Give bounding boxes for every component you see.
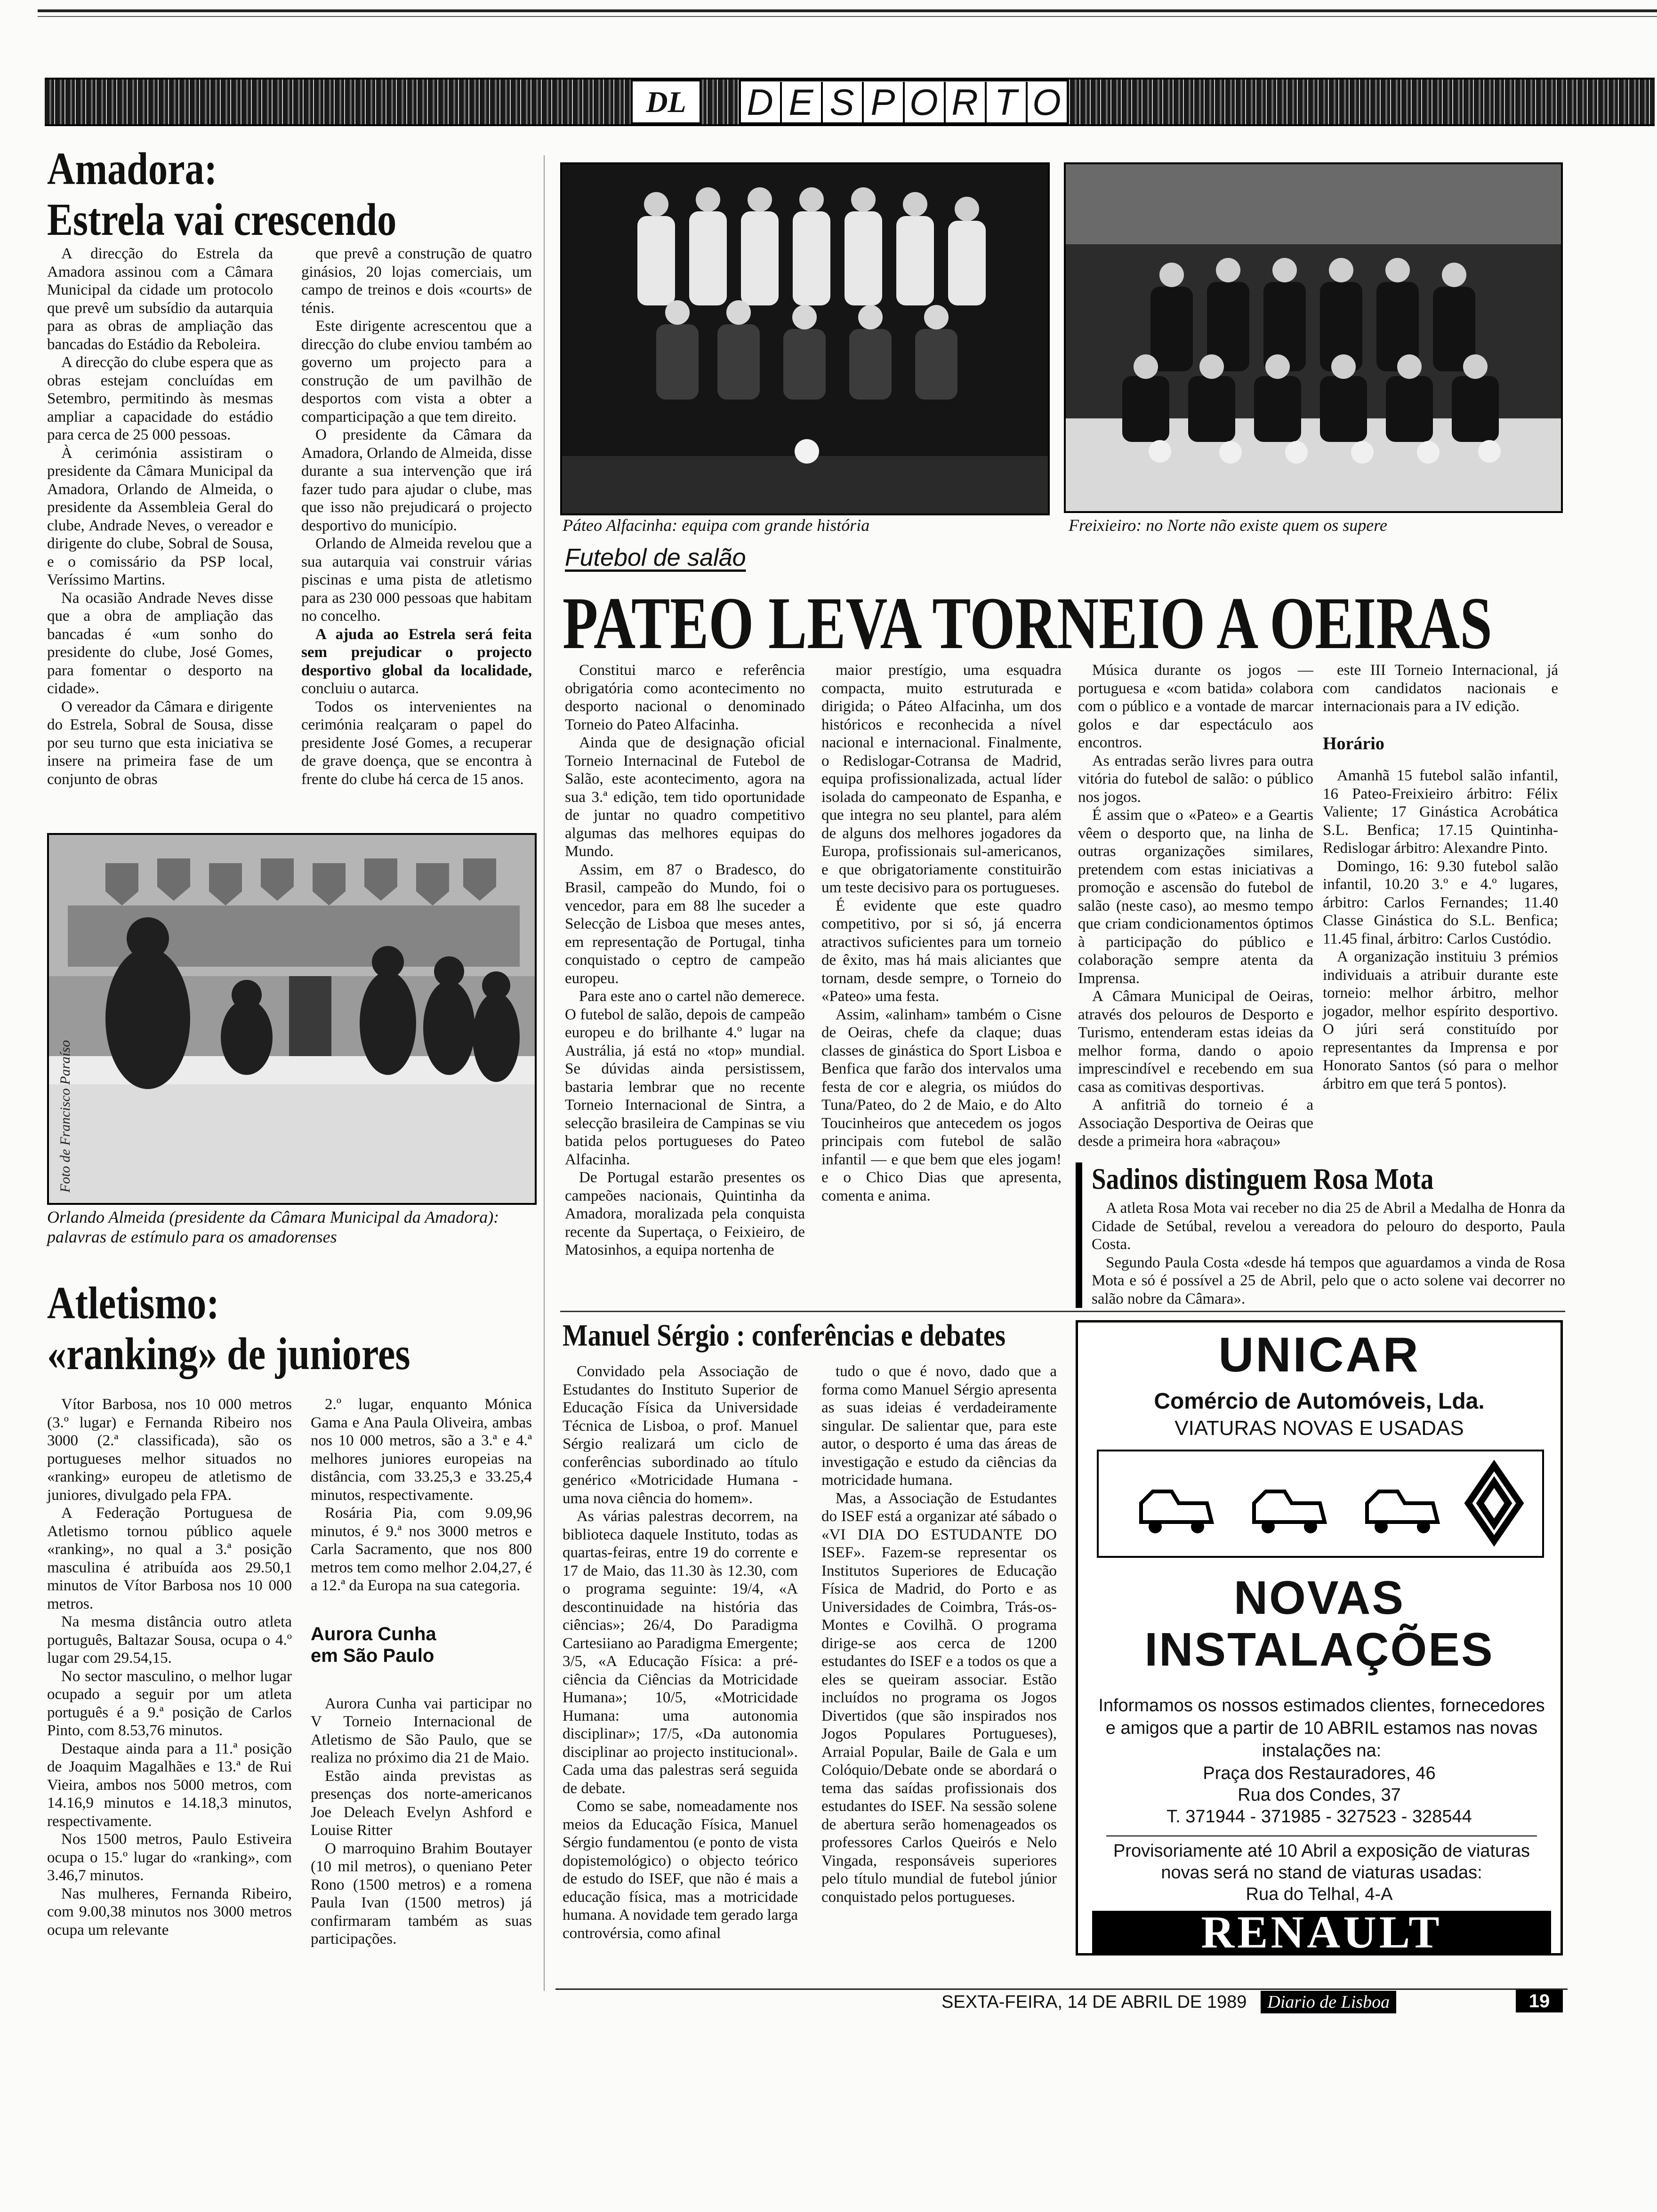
paragraph: Ainda que de designação oficial Torneio Internacinal de Futebol de Salão, este acontecimento, agora na sua 3.ª edição, tem tido oportunidade de juntar no quadro competitivo algumas das melhores equipas do Mundo. xyxy=(565,734,805,860)
paragraph: Estão ainda previstas as presenças dos norte-americanos Joe Deleach Evelyn Ashford e Louise Ritter xyxy=(311,1767,532,1839)
amadora-photo-caption: Orlando Almeida (presidente da Câmara Municipal da Amadora): palavras de estímulo para os amadorenses xyxy=(47,1208,499,1246)
pateo-headline: PATEO LEVA TORNEIO A OEIRAS xyxy=(563,582,1492,665)
photo-credit: Foto de Francisco Paraíso xyxy=(57,1040,73,1193)
paragraph: Mas, a Associação de Estudantes do ISEF está a organizar até sábado o «VI DIA DO ESTUDANTE DO ISEF». Fazem-se representar os Institutos Superiores de Educação Física de Madrid, do Porto e as Universidades de Coimbra, Trás-os-Montes e Covilhã. O programa dirige-se aos cerca de 1200 estudantes do ISEF e a todos os que a eles se queiram associar. Estão incluídos no programa os Jogos Divertidos (que são inspirados nos Jogos Populares Portugueses), Arraial Popular, Baile de Gala e um Colóquio/Debate onde se abordará o tema das saídas profissionais dos estudantes do ISEF. Na sessão solene de abertura serão homenageados os professores Carlos Queirós e Nelo Vingada, responsáveis superiores pelo título mundial de futebol júnior conquistado pelos portugueses. xyxy=(821,1490,1057,1906)
section-rule xyxy=(560,1311,1565,1312)
amadora-column-1 xyxy=(47,245,273,788)
sadinos-title: Sadinos distinguem Rosa Mota xyxy=(1092,1162,1434,1195)
paragraph: No sector masculino, o melhor lugar ocupado a seguir por um atleta português é a 9.ª posição de Carlos Pinto, com 8.53,76 minutos. xyxy=(47,1667,292,1739)
sadinos-body xyxy=(1092,1199,1565,1308)
paragraph: A Federação Portuguesa de Atletismo tornou público aquele «ranking», no qual a 3.ª posição masculina é atribuída aos 29.50,1 minutos de Vítor Barbosa nos 10 000 metros. xyxy=(47,1505,292,1612)
newspaper-logo: DL xyxy=(631,80,701,124)
ad-renault-logo: RENAULT xyxy=(1092,1911,1551,1953)
paragraph: O presidente da Câmara da Amadora, Orlando de Almeida, disse durante a sua intervenção que irá fazer tudo para ajudar o clube, mas que isso não prejudicará o projecto desportivo do município. xyxy=(301,426,532,534)
horario-paras xyxy=(1323,767,1558,1093)
paragraph: Para este ano o cartel não demerece. O futebol de salão, depois de campeão europeu e do brilhante 4.º lugar na Austrália, já está no «top» mundial. Se dúvidas ainda persistissem, bastaria lembrar que no recente Torneio Internacional de Sintra, a selecção brasileira de Campinas se viu batida pelos portugueses do Pateo Alfacinha. xyxy=(565,988,805,1168)
amadora-photo xyxy=(47,833,537,1205)
paragraph: maior prestígio, uma esquadra compacta, muito estruturada e dirigida; o Páteo Alfacinha, um dos históricos e reconhecida a nível nacional e internacional. Finalmente, o Redislogar-Cotransa de Madrid, equipa profissionalizada, actual líder isolada do campeonato de Espanha, e que integra no seu plantel, para além de alguns dos melhores jogadores da Europa, profissionais sul-americanos, e que obrigatoriamente constituirão um teste decisivo para os portugueses. xyxy=(821,662,1062,896)
footer-paper-name: Diario de Lisboa xyxy=(1261,1991,1396,2013)
paragraph: As várias palestras decorrem, na biblioteca daquele Instituto, todas as quartas-feiras, entre 19 do corrente e 17 de Maio, das 11.30 às 12.30, com o programa seguinte: 19/4, «A descontinuidade na história das ciências»; 26/4, Do Paradigma Cartesiiano ao Paradigma Emergente; 3/5, «A Educação Física: a pré-ciência da Ciências da Motricidade Humana»; 10/5, «Motricidade Humana: uma autonomia disciplinar»; 17/5, «Da autonomia disciplinar ao projecto institucional». Cada uma das palestras será seguida de debate. xyxy=(563,1508,798,1797)
section-letter: S xyxy=(823,82,864,122)
pateo-column-2 xyxy=(821,661,1062,1205)
atletismo-title-line1: Atletismo: xyxy=(47,1278,219,1329)
pateo-col4-intro xyxy=(1323,661,1558,716)
amadora-col2-paras xyxy=(301,245,532,625)
section-letter: P xyxy=(864,82,905,122)
paragraph: Nos 1500 metros, Paulo Estiveira ocupa o 15.º lugar do «ranking», com 3.46,7 minutos. xyxy=(47,1831,292,1884)
section-masthead xyxy=(45,78,1655,126)
paragraph: De Portugal estarão presentes os campeões nacionais, Quintinha da Amadora, moralizada pela conquista recente da Supertaça, o Feixieiro, de Matosinhos, a equipa nortenha de xyxy=(565,1169,805,1258)
top-rule xyxy=(38,9,1657,12)
paragraph: À cerimónia assistiram o presidente da Câmara Municipal da Amadora, Orlando de Almeida, o presidente da Assembleia Geral do clube, Andrade Neves, o vereador e dirigente do clube, Sobral de Sousa, e o comissário da PSP local, Veríssimo Martins. xyxy=(47,444,273,588)
atletismo-title-line2: «ranking» de juniores xyxy=(47,1329,410,1379)
sergio-column-1 xyxy=(563,1362,798,1942)
ad-brand: UNICAR xyxy=(1218,1328,1420,1382)
sergio-title: Manuel Sérgio : conferências e debates xyxy=(563,1318,1006,1353)
amadora-headline xyxy=(47,144,527,245)
top-rule-thin xyxy=(38,16,1657,17)
paragraph: A direcção do Estrela da Amadora assinou com a Câmara Municipal da cidade um protocolo que prevê um subsídio da autarquia para as obras de ampliação das bancadas do Estádio da Reboleira. xyxy=(47,245,273,353)
paragraph: Assim, «alinham» também o Cisne de Oeiras, chefe da claque; duas classes de ginástica do Sport Lisboa e Benfica que farão dos intervalos uma festa de cor e alegria, os miúdos do Tuna/Pateo, do 2 de Maio, e do Alto Toucinheiros que antecedem os jogos principais com futebol de salão infantil — e que bem que eles jogam! e o Chico Dias que apresenta, comenta e anima. xyxy=(821,1006,1062,1204)
atletismo-column-1 xyxy=(47,1395,292,1939)
footer-date: SEXTA-FEIRA, 14 DE ABRIL DE 1989 xyxy=(941,1992,1247,2012)
section-letter: T xyxy=(987,82,1028,122)
paragraph: Assim, em 87 o Bradesco, do Brasil, campeão do Mundo, foi o vencedor, para em 88 lhe suceder a Selecção de Lisboa que meses antes, em representação de Portugal, tinha conquistado o ceptro de campeão europeu. xyxy=(565,861,805,987)
paragraph: este III Torneio Internacional, já com candidatos nacionais e internacionais para a IV edição. xyxy=(1323,662,1558,715)
amadora-bold-quote: A ajuda ao Estrela será feita sem prejudicar o projecto desportivo global da localidade, xyxy=(301,625,532,679)
section-letter: O xyxy=(905,82,946,122)
ad-company: Comércio de Automóveis, Lda. xyxy=(1154,1389,1485,1414)
paragraph: 2.º lugar, enquanto Mónica Gama e Ana Paula Oliveira, ambas nos 10 000 metros, são a 3.ª e 4.ª melhores juniores europeias na distância, com 33.25,3 e 33.25,4 minutos, respectivamente. xyxy=(311,1396,532,1504)
paragraph: As entradas serão livres para outra vitória do futebol de salão: o público nos jogos. xyxy=(1078,752,1313,806)
amadora-title-line1: Amadora: xyxy=(47,144,217,194)
unicar-advertisement xyxy=(1076,1320,1563,1956)
section-label xyxy=(739,80,1069,124)
aurora-sub-line1: Aurora Cunha xyxy=(311,1623,436,1644)
paragraph: Amanhã 15 futebol salão infantil, 16 Pateo-Freixieiro árbitro: Félix Valiente; 17 Ginástica Acrobática S.L. Benfica; 17.15 Quintinha-Redislogar árbitro: Alexandre Pinto. xyxy=(1323,767,1558,857)
paragraph: A atleta Rosa Mota vai receber no dia 25 de Abril a Medalha de Honra da Cidade de Setúbal, revelou a vereadora do pelouro do desporto, Paula Costa. xyxy=(1092,1200,1565,1253)
ad-rule xyxy=(1106,1835,1537,1836)
paragraph: Na mesma distância outro atleta português, Baltazar Sousa, ocupa o 4.º lugar com 29.54,15. xyxy=(47,1613,292,1667)
pateo-team-photo-image xyxy=(562,164,1048,513)
ad-address-3: Rua do Telhal, 4-A xyxy=(1246,1884,1393,1904)
paragraph: tudo o que é novo, dado que a forma como Manuel Sérgio apresenta as suas ideias é verdadeiramente singular. De salientar que, para este autor, o desporto é uma das áreas de investigação e estudo da ciências da motricidade humana. xyxy=(821,1363,1057,1489)
ad-phones: T. 371944 - 371985 - 327523 - 328544 xyxy=(1166,1807,1472,1827)
section-letter: E xyxy=(782,82,823,122)
paragraph: Na ocasião Andrade Neves disse que a obra de ampliação das bancadas é «um sonho do presidente do clube, José Gomes, para fomentar o desporto na cidade». xyxy=(47,589,273,697)
section-kicker: Futebol de salão xyxy=(565,544,746,571)
paragraph: A organização instituiu 3 prémios individuais a atribuir durante este torneio: melhor árbitro, melhor jogador, melhor espírito desportivo. O júri será constituído por representantes da Imprensa e por Honorato Santos (só para o melhor árbitro em que terá 5 pontos). xyxy=(1323,948,1558,1092)
horario-heading: Horário xyxy=(1323,733,1384,753)
ad-novas: NOVAS xyxy=(1233,1571,1405,1624)
column-divider xyxy=(544,155,545,1991)
page-footer xyxy=(941,1991,1396,2013)
paragraph: Nas mulheres, Fernanda Ribeiro, com 9.00,38 minutos nos 3000 metros ocupa um relevante xyxy=(47,1885,292,1939)
atletismo-col2-paras xyxy=(311,1395,532,1595)
paragraph: O marroquino Brahim Boutayer (10 mil metros), o queniano Peter Rono (1500 metros) e a romena Paula Ivan (1500 metros) já confirmaram também as suas participações. xyxy=(311,1840,532,1948)
paragraph: É evidente que este quadro competitivo, por si só, já encerra atractivos suficientes para um torneio de êxito, mas há mais aliciantes que tornam, desde sempre, o Torneio do «Pateo» uma festa. xyxy=(821,897,1062,1005)
amadora-quote-tail: concluiu o autarca. xyxy=(301,680,419,697)
pateo-column-3 xyxy=(1078,661,1313,1151)
amadora-column-2 xyxy=(301,245,532,788)
page-number: 19 xyxy=(1516,1990,1563,2012)
pateo-column-4 xyxy=(1323,661,1558,1093)
paragraph: É assim que o «Pateo» e a Geartis vêem o desporto que, na linha de outras organizações similares, pretendem com estas iniciativas a promoção e ascensão do futebol de salão (neste caso), ao mesmo tempo que criam condicionamentos óptimos à participação do público e colaboração sempre atenta da Imprensa. xyxy=(1078,807,1313,987)
atletismo-headline xyxy=(47,1278,537,1379)
renault-diamond-icon xyxy=(1468,1466,1520,1541)
paragraph: Música durante os jogos — portuguesa e «com batida» colabora com o público e a vontade de marcar golos e dar espectáculo aos encontros. xyxy=(1078,662,1313,751)
aurora-paras xyxy=(311,1695,532,1948)
ad-provisional: Provisoriamente até 10 Abril a exposição de viaturas novas será no stand de viaturas usadas: xyxy=(1113,1841,1530,1883)
paragraph: Rosária Pia, com 9.09,96 minutos, é 9.ª nos 3000 metros e Carla Sacramento, que nos 800 metros tem como melhor 2.04,27, é a 12.ª da Europa na sua categoria. xyxy=(311,1505,532,1594)
ad-notice: Informamos os nossos estimados clientes, fornecedores e amigos que a partir de 10 ABRIL estamos nas novas instalações na: xyxy=(1098,1696,1545,1761)
pateo-photo-caption: Páteo Alfacinha: equipa com grande história xyxy=(563,516,870,535)
paragraph: A anfitriã do torneio é a Associação Desportiva de Oeiras que desde a primeira hora «abraçou» xyxy=(1078,1097,1313,1150)
ad-instalacoes: INSTALAÇÕES xyxy=(1144,1623,1494,1676)
pateo-team-photo xyxy=(560,162,1050,515)
sergio-column-2 xyxy=(821,1362,1057,1906)
section-letter: R xyxy=(946,82,987,122)
paragraph: que prevê a construção de quatro ginásios, 20 lojas comerciais, um campo de treinos e dois «courts» de ténis. xyxy=(301,245,532,317)
ad-car-panel xyxy=(1097,1450,1544,1558)
paragraph: Orlando de Almeida revelou que a sua autarquia vai construir várias piscinas e uma pista de atletismo para as 230 000 pessoas que habitam no concelho. xyxy=(301,535,532,625)
pateo-column-1 xyxy=(565,661,805,1259)
amadora-title-line2: Estrela vai crescendo xyxy=(47,194,397,245)
paragraph: O vereador da Câmara e dirigente do Estrela, Sobral de Sousa, disse por seu turno que esta iniciativa se insere na primeira fase de um conjunto de obras xyxy=(47,698,273,788)
paragraph: Este dirigente acrescentou que a direcção do clube enviou também ao governo um projecto para a construção de um pavilhão de desportos com vista a obter a comparticipação a que tem direito. xyxy=(301,318,532,425)
footer-rule xyxy=(555,1988,1568,1990)
paragraph: Segundo Paula Costa «desde há tempos que aguardamos a vinda de Rosa Mota e só é possível a 25 de Abril, pelo que o acto solene vai decorrer no salão nobre da Câmara». xyxy=(1092,1254,1565,1307)
paragraph: A Câmara Municipal de Oeiras, através dos pelouros de Desporto e Turismo, entenderam estas ideias da melhor forma, dando o apoio imprescindível e recebendo em sua casa as comitivas desportivas. xyxy=(1078,988,1313,1096)
sadinos-box xyxy=(1076,1162,1565,1308)
freixieiro-photo-caption: Freixieiro: no Norte não existe quem os supere xyxy=(1069,516,1387,535)
section-letter: D xyxy=(741,82,782,122)
amadora-photo-image xyxy=(49,835,535,1203)
freixieiro-team-photo xyxy=(1064,162,1563,513)
paragraph: Domingo, 16: 9.30 futebol salão infantil, 10.20 3.º e 4.º lugares, árbitro: Carlos Fernandes; 11.40 Classe Ginástica do S.L. Benfica; 11.45 final, árbitro: Carlos Custódio. xyxy=(1323,858,1558,947)
aurora-subheading xyxy=(311,1623,532,1667)
amadora-col2-tail xyxy=(301,698,532,789)
paragraph: A direcção do clube espera que as obras estejam concluídas em Setembro, permitindo às mesmas ampliar a capacidade do estádio para cerca de 25 000 pessoas. xyxy=(47,354,273,443)
aurora-sub-line2: em São Paulo xyxy=(311,1645,434,1666)
paragraph: Convidado pela Associação de Estudantes do Instituto Superior de Educação Física da Universidade Técnica de Lisboa, o prof. Manuel Sérgio realizará um ciclo de conferências subordinado ao título genérico «Motricidade Humana - uma nova ciência do homem». xyxy=(563,1363,798,1507)
paragraph: Todos os intervenientes na cerimónia realçaram o papel do presidente José Gomes, a recuperar de grave doença, que se encontra à frente do clube há cerca de 15 anos. xyxy=(301,698,532,788)
car-icons xyxy=(1099,1451,1542,1556)
paragraph: Constitui marco e referência obrigatória como acontecimento no desporto nacional o denominado Torneio do Pateo Alfacinha. xyxy=(565,662,805,733)
paragraph: Destaque ainda para a 11.ª posição de Joaquim Magalhães e 13.ª de Rui Vieira, ambos nos 5000 metros, com 14.16,9 minutos e 14.18,3 minutos, respectivamente. xyxy=(47,1740,292,1830)
paragraph: Aurora Cunha vai participar no V Torneio Internacional de Atletismo de São Paulo, que se realiza no próximo dia 21 de Maio. xyxy=(311,1695,532,1766)
ad-address-1: Praça dos Restauradores, 46 xyxy=(1203,1763,1436,1783)
freixieiro-team-photo-image xyxy=(1066,164,1561,511)
section-letter: O xyxy=(1032,81,1062,123)
atletismo-column-2 xyxy=(311,1395,532,1948)
paragraph: Como se sabe, nomeadamente nos meios da Educação Física, Manuel Sérgio fundamentou (e ponto de vista dopistemológico) o objecto teórico de estudo do ISEF, que não é mais a educação física, mas a motricidade humana. A novidade tem gerado larga controvérsia, como afinal xyxy=(563,1798,798,1942)
ad-tagline: VIATURAS NOVAS E USADAS xyxy=(1174,1417,1464,1440)
ad-address-2: Rua dos Condes, 37 xyxy=(1238,1785,1401,1805)
paragraph: Vítor Barbosa, nos 10 000 metros (3.º lugar) e Fernanda Ribeiro nos 3000 (2.ª classificada), são os portugueses melhor situados no «ranking» europeu de atletismo de juniores, divulgado pela FPA. xyxy=(47,1396,292,1504)
